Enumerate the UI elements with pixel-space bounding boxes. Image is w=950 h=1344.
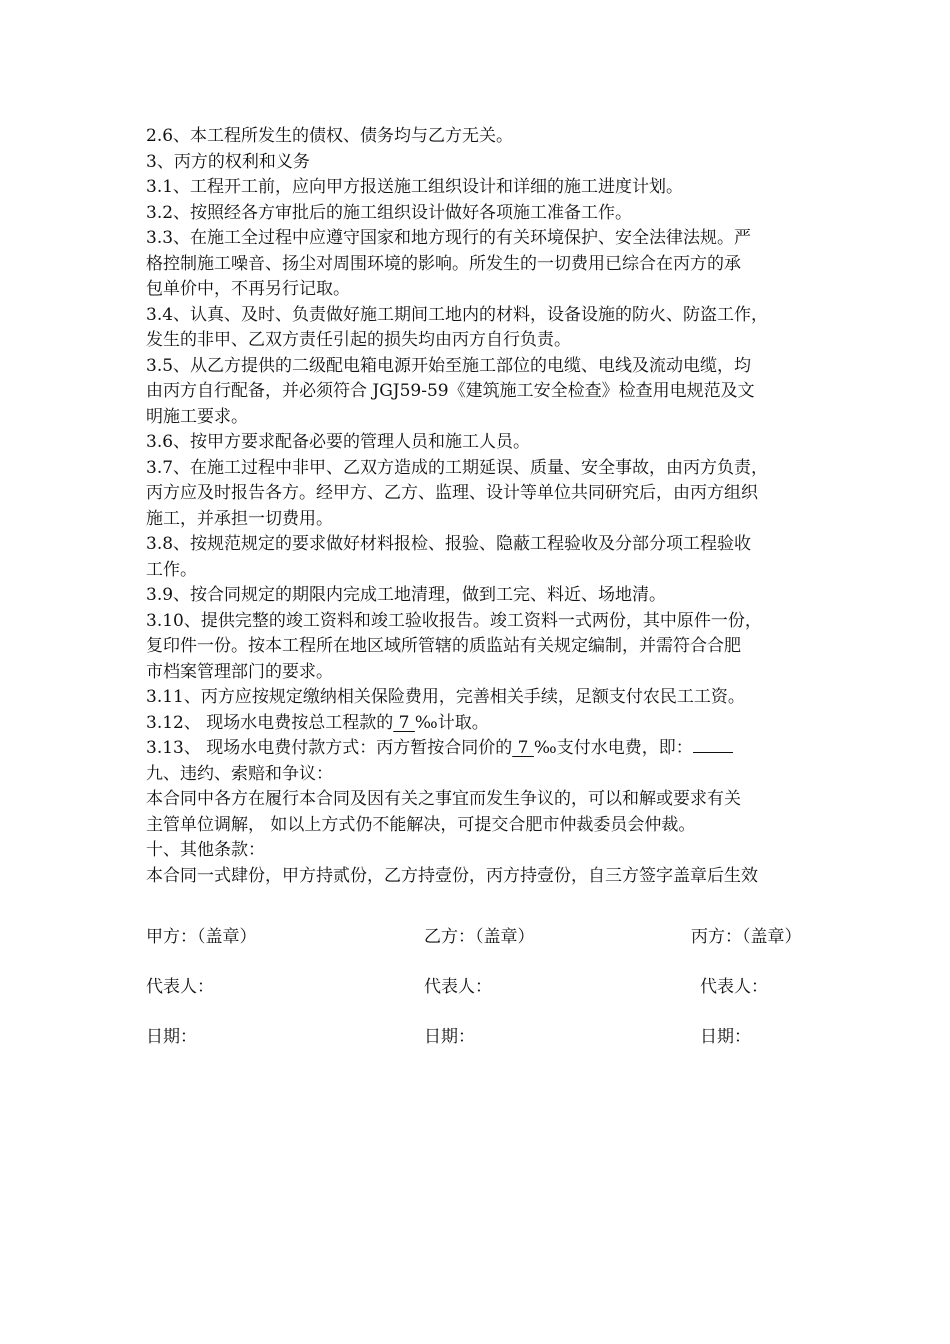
clause-3-1: 3.1、工程开工前，应向甲方报送施工组织设计和详细的施工进度计划。 — [146, 177, 684, 197]
party-a-representative: 代表人： — [146, 977, 214, 997]
clause-3-7-line-2: 丙方应及时报告各方。经甲方、乙方、监理、设计等单位共同研究后，由丙方组织 — [146, 483, 758, 503]
clause-3-13-blank — [693, 738, 733, 753]
clause-3-5-line-2: 由丙方自行配备，并必须符合 JGJ59-59《建筑施工安全检查》检查用电规范及文 — [146, 381, 755, 401]
clause-3-12-rate: 7 — [393, 712, 415, 733]
party-c-seal: 丙方：（盖章） — [691, 927, 802, 947]
section-9-text-line-2: 主管单位调解， 如以上方式仍不能解决，可提交合肥市仲裁委员会仲裁。 — [146, 814, 696, 835]
party-c-representative: 代表人： — [700, 977, 768, 997]
clause-3-13 — [146, 736, 810, 762]
contract-body — [146, 124, 810, 889]
clause-3-12 — [146, 711, 810, 737]
section-3-heading: 3、丙方的权利和义务 — [146, 151, 310, 172]
party-b-representative: 代表人： — [424, 977, 492, 997]
clause-3-8-line-2: 工作。 — [146, 559, 197, 580]
clause-3-5-line-3: 明施工要求。 — [146, 406, 248, 427]
clause-3-13-suffix: ‰支付水电费，即： — [533, 738, 693, 758]
clause-3-5-line-1: 3.5、从乙方提供的二级配电箱电源开始至施工部位的电缆、电线及流动电缆，均 — [146, 355, 752, 376]
clause-3-3-line-3: 包单价中，不再另行记取。 — [146, 279, 350, 299]
clause-3-10-line-1: 3.10、提供完整的竣工资料和竣工验收报告。竣工资料一式两份，其中原件一份， — [146, 610, 762, 631]
party-b-date: 日期： — [424, 1027, 475, 1047]
clause-3-10-line-2: 复印件一份。按本工程所在地区域所管辖的质监站有关规定编制，并需符合合肥 — [146, 636, 741, 656]
clause-3-13-prefix: 3.13、 现场水电费付款方式：丙方暂按合同价的 — [146, 738, 513, 758]
section-10-heading: 十、其他条款： — [146, 840, 265, 860]
clause-3-4-line-1: 3.4、认真、及时、负责做好施工期间工地内的材料，设备设施的防火、防盗工作， — [146, 304, 769, 325]
party-a-date: 日期： — [146, 1027, 197, 1047]
clause-3-11: 3.11、丙方应按规定缴纳相关保险费用，完善相关手续，足额支付农民工工资。 — [146, 687, 745, 707]
clause-3-3-line-1: 3.3、在施工全过程中应遵守国家和地方现行的有关环境保护、安全法律法规。严 — [146, 228, 752, 248]
party-c-date: 日期： — [700, 1027, 751, 1047]
party-b-seal: 乙方：（盖章） — [424, 927, 535, 947]
party-a-seal: 甲方：（盖章） — [146, 927, 257, 947]
clause-3-12-suffix: ‰计取。 — [414, 712, 489, 733]
clause-3-6: 3.6、按甲方要求配备必要的管理人员和施工人员。 — [146, 432, 531, 452]
clause-3-8-line-1: 3.8、按规范规定的要求做好材料报检、报验、隐蔽工程验收及分部分项工程验收 — [146, 534, 752, 554]
section-9-text-line-1: 本合同中各方在履行本合同及因有关之事宜而发生争议的，可以和解或要求有关 — [146, 789, 741, 809]
clause-3-2: 3.2、按照经各方审批后的施工组织设计做好各项施工准备工作。 — [146, 202, 633, 223]
clause-3-9: 3.9、按合同规定的期限内完成工地清理，做到工完、料近、场地清。 — [146, 585, 667, 605]
section-9-heading: 九、违约、索赔和争议： — [146, 763, 333, 784]
clause-3-12-prefix: 3.12、 现场水电费按总工程款的 — [146, 712, 394, 733]
clause-3-13-rate: 7 — [512, 738, 534, 758]
clause-2-6: 2.6、本工程所发生的债权、债务均与乙方无关。 — [146, 126, 514, 146]
clause-3-3-line-2: 格控制施工噪音、扬尘对周围环境的影响。所发生的一切费用已综合在丙方的承 — [146, 253, 741, 274]
section-10-text: 本合同一式肆份，甲方持贰份，乙方持壹份，丙方持壹份，自三方签字盖章后生效 — [146, 865, 758, 886]
clause-3-7-line-1: 3.7、在施工过程中非甲、乙双方造成的工期延误、质量、安全事故，由丙方负责， — [146, 457, 769, 478]
clause-3-7-line-3: 施工，并承担一切费用。 — [146, 508, 333, 529]
clause-3-4-line-2: 发生的非甲、乙双方责任引起的损失均由丙方自行负责。 — [146, 330, 571, 350]
clause-3-10-line-3: 市档案管理部门的要求。 — [146, 661, 333, 682]
